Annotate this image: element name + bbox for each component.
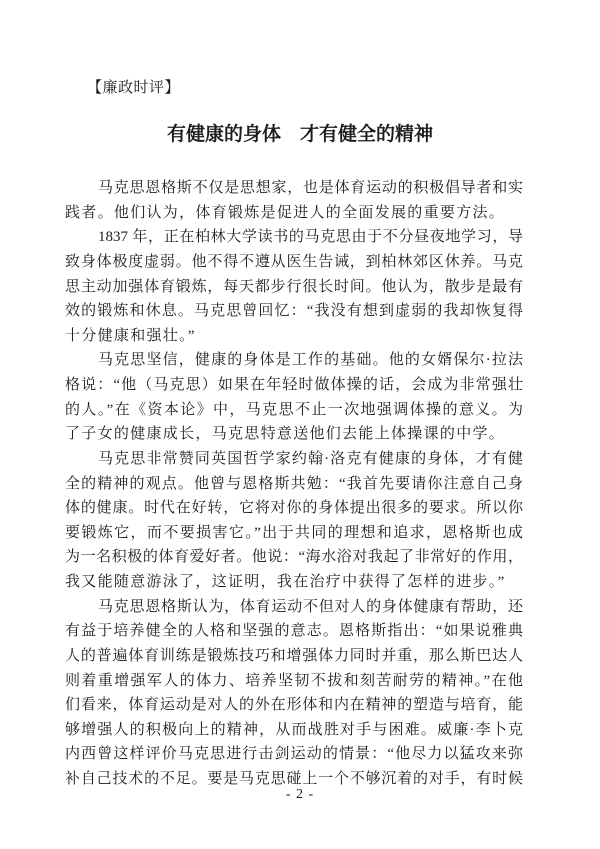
- text-line: 的人。”在《资本论》中，马克思不止一次地强调体操的意义。为: [65, 401, 523, 418]
- text-line: 效的锻炼和休息。马克思曾回忆：“我没有想到虚弱的我却恢复得: [65, 303, 523, 320]
- text-line: 够增强人的积极向上的精神，从而战胜对手与困难。威廉·李卜克: [65, 721, 523, 738]
- page-number: - 2 -: [285, 787, 315, 802]
- text-line: 马克思恩格斯不仅是思想家，也是体育运动的积极倡导者和实: [98, 180, 523, 196]
- text-line: 马克思恩格斯认为，体育运动不但对人的身体健康有帮助，还: [98, 598, 523, 615]
- paragraph-2: [65, 225, 523, 348]
- text-line: 践者。他们认为，体育锻炼是促进人的全面发展的重要方法。: [65, 204, 506, 221]
- article-title: 有健康的身体 才有健全的精神: [166, 124, 433, 145]
- paragraph-3: [65, 348, 523, 447]
- text-line: 全的精神的观点。他曾与恩格斯共勉：“我首先要请你注意自己身: [65, 475, 523, 492]
- text-line: 则着重增强军人的体力、培养坚韧不拔和刻苦耐劳的精神。”在他: [65, 672, 523, 689]
- text-line: 我又能随意游泳了，这证明，我在治疗中获得了怎样的进步。”: [65, 574, 506, 590]
- paragraph-4: [65, 447, 523, 595]
- text-line: 体的健康。时代在好转，它将对你的身体提出很多的要求。所以你: [65, 500, 523, 517]
- paragraph-5: [65, 595, 523, 792]
- text-line: 致身体极度虚弱。他不得不遵从医生告诫，到柏林郊区休养。马克: [65, 253, 523, 270]
- text-line: 十分健康和强壮。”: [65, 327, 196, 344]
- text-line: 们看来，体育运动是对人的外在形体和内在精神的塑造与培育，能: [65, 697, 523, 714]
- text-line: 内西曾这样评价马克思进行击剑运动的情景：“他尽力以猛攻来弥: [65, 746, 523, 763]
- text-line: 补自己技术的不足。要是马克思碰上一个不够沉着的对手，有时候: [65, 771, 523, 787]
- text-line: 思主动加强体育锻炼，每天都步行很长时间。他认为，散步是最有: [65, 278, 523, 295]
- paragraph-1: [65, 176, 523, 225]
- text-line: 1837 年，正在柏林大学读书的马克思由于不分昼夜地学习，导: [98, 229, 523, 246]
- text-line: 了子女的健康成长，马克思特意送他们去能上体操课的中学。: [65, 426, 506, 443]
- text-line: 格说：“他（马克思）如果在年轻时做体操的话，会成为非常强壮: [65, 377, 523, 393]
- text-line: 马克思非常赞同英国哲学家约翰·洛克有健康的身体，才有健: [98, 450, 523, 467]
- text-line: 马克思坚信，健康的身体是工作的基础。他的女婿保尔·拉法: [98, 352, 523, 369]
- text-line: 为一名积极的体育爱好者。他说：“海水浴对我起了非常好的作用，: [65, 549, 523, 566]
- text-line: 人的普遍体育训练是锻炼技巧和增强体力同时并重，那么斯巴达人: [65, 647, 523, 664]
- section-header: 【廉政时评】: [87, 80, 181, 96]
- article-body: [65, 176, 523, 792]
- text-line: 有益于培养健全的人格和坚强的意志。恩格斯指出：“如果说雅典: [65, 623, 523, 640]
- text-line: 要锻炼它，而不要损害它。”出于共同的理想和追求，恩格斯也成: [65, 524, 523, 541]
